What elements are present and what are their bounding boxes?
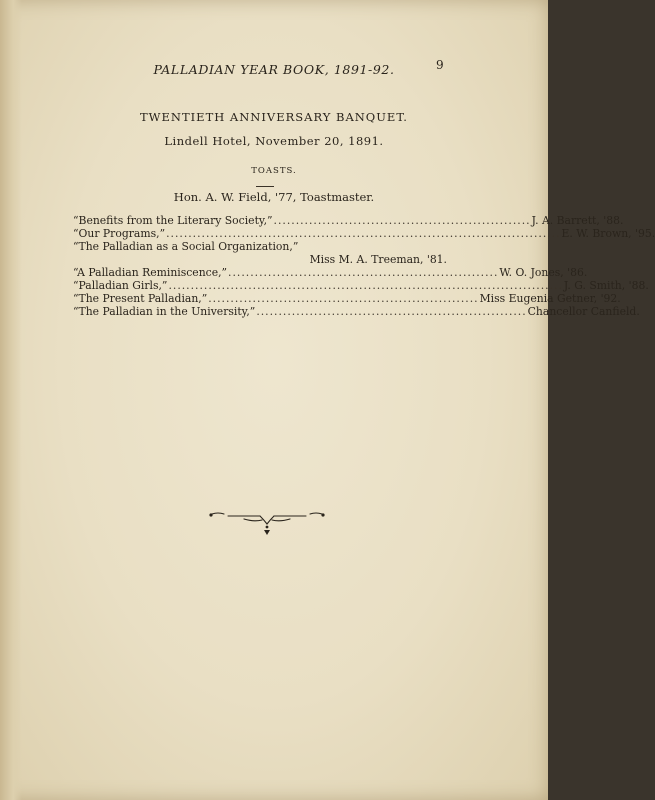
toast-title: “Our Programs,” bbox=[73, 227, 166, 240]
toast-item bbox=[73, 292, 621, 305]
leader-dots: ............................................................. bbox=[256, 305, 527, 318]
running-head: PALLADIAN YEAR BOOK, 1891-92. bbox=[153, 62, 395, 77]
toast-speaker: W. O. Jones, '86. bbox=[499, 266, 588, 279]
page-number: 9 bbox=[436, 58, 444, 72]
toast-item bbox=[73, 279, 649, 292]
toast-title: “The Palladian as a Social Organization,” bbox=[73, 240, 299, 253]
leader-dots: ......................................................................................... bbox=[166, 227, 561, 240]
section-heading: TOASTS. bbox=[251, 166, 297, 176]
leader-dots: ............................................................. bbox=[208, 292, 479, 305]
toast-item bbox=[73, 240, 447, 253]
page-title: TWENTIETH ANNIVERSARY BANQUET. bbox=[140, 110, 408, 124]
toast-item bbox=[73, 227, 655, 240]
toast-speaker: E. W. Brown, '95. bbox=[561, 227, 655, 240]
toast-speaker: J. A. Barrett, '88. bbox=[531, 214, 624, 227]
toast-title: “Palladian Girls,” bbox=[73, 279, 168, 292]
toast-title: “The Present Palladian,” bbox=[73, 292, 208, 305]
leader-dots: .......................................................... bbox=[273, 214, 531, 227]
toast-item bbox=[73, 305, 640, 318]
toast-item bbox=[73, 214, 624, 227]
printer-ornament-icon bbox=[208, 508, 326, 538]
toast-speaker: J. G. Smith, '88. bbox=[563, 279, 649, 292]
venue-line: Lindell Hotel, November 20, 1891. bbox=[164, 134, 384, 148]
leader-dots: ............................................................. bbox=[228, 266, 499, 279]
toast-speaker: Miss Eugenia Getner, '92. bbox=[479, 292, 621, 305]
divider-rule bbox=[256, 186, 274, 187]
toast-item bbox=[73, 266, 588, 279]
toast-speaker: Miss M. A. Treeman, '81. bbox=[309, 253, 447, 266]
toast-title: “The Palladian in the University,” bbox=[73, 305, 256, 318]
toast-speaker: Chancellor Canfield. bbox=[527, 305, 640, 318]
toast-title: “Benefits from the Literary Society,” bbox=[73, 214, 273, 227]
toastmaster-line: Hon. A. W. Field, '77, Toastmaster. bbox=[173, 190, 375, 204]
toast-title: “A Palladian Reminiscence,” bbox=[73, 266, 228, 279]
leader-dots: ......................................................................................... bbox=[168, 279, 563, 292]
